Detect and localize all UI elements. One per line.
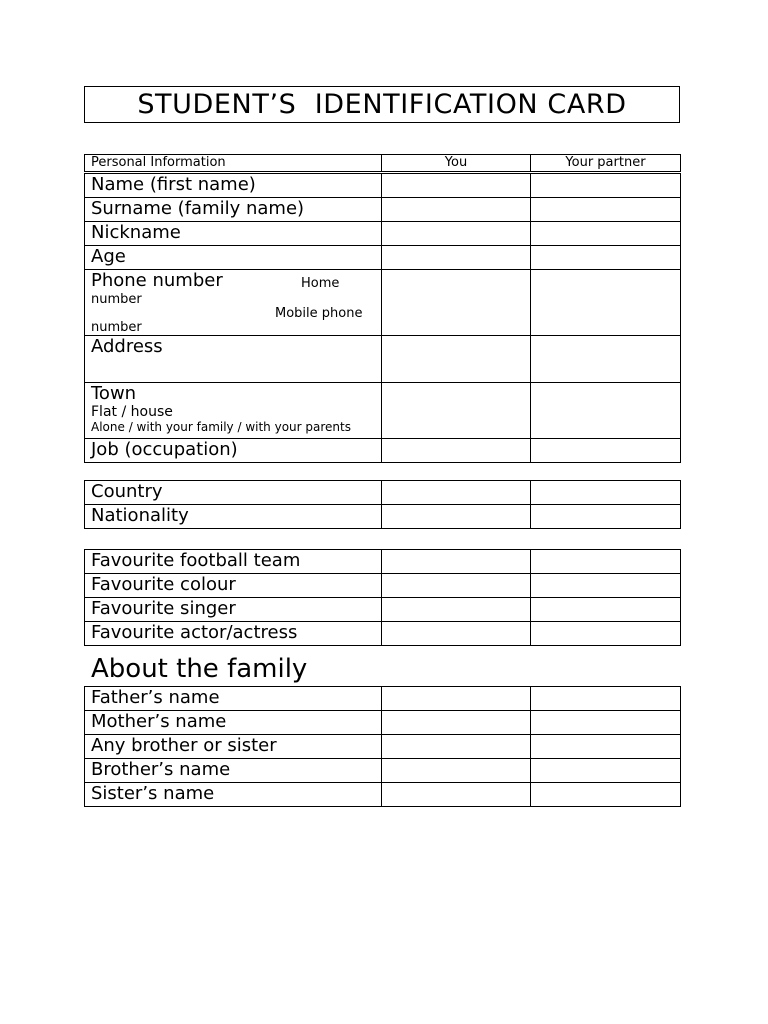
table-row (85, 622, 681, 646)
table-row (85, 439, 681, 463)
colour-you-cell[interactable] (382, 574, 531, 598)
nationality-you-cell[interactable] (382, 505, 531, 529)
name-label: Name (first name) (91, 174, 256, 195)
card-title: STUDENT’S IDENTIFICATION CARD (84, 86, 680, 123)
favourites-table (84, 549, 681, 646)
phone-mobile-label: Mobile phone (275, 306, 363, 321)
favourite-colour-label: Favourite colour (91, 574, 236, 595)
town-you-cell[interactable] (382, 383, 531, 439)
header-your-partner: Your partner (531, 155, 681, 172)
nationality-label: Nationality (91, 505, 189, 526)
living-arrangement-label: Alone / with your family / with your parents (91, 420, 351, 434)
table-row (85, 198, 681, 222)
surname-you-cell[interactable] (382, 198, 531, 222)
actor-partner-cell[interactable] (531, 622, 681, 646)
table-row (85, 783, 681, 807)
sister-name-label: Sister’s name (91, 783, 215, 804)
address-label: Address (91, 336, 163, 357)
father-partner-cell[interactable] (531, 687, 681, 711)
town-label: Town (91, 383, 137, 404)
table-row (85, 336, 681, 383)
flat-house-label: Flat / house (91, 404, 173, 420)
favourite-actor-label: Favourite actor/actress (91, 622, 298, 643)
favourite-singer-label: Favourite singer (91, 598, 236, 619)
country-you-cell[interactable] (382, 481, 531, 505)
table-row (85, 711, 681, 735)
sister-you-cell[interactable] (382, 783, 531, 807)
age-partner-cell[interactable] (531, 246, 681, 270)
nickname-label: Nickname (91, 222, 181, 243)
name-partner-cell[interactable] (531, 174, 681, 198)
age-label: Age (91, 246, 126, 267)
mother-partner-cell[interactable] (531, 711, 681, 735)
table-row (85, 246, 681, 270)
job-you-cell[interactable] (382, 439, 531, 463)
phone-partner-cell[interactable] (531, 270, 681, 336)
table-row (85, 574, 681, 598)
table-row (85, 270, 681, 336)
phone-label: Phone number (91, 270, 223, 291)
table-row (85, 222, 681, 246)
table-row (85, 759, 681, 783)
siblings-partner-cell[interactable] (531, 735, 681, 759)
table-row (85, 505, 681, 529)
phone-mobile-suffix: number (91, 320, 142, 335)
colour-partner-cell[interactable] (531, 574, 681, 598)
brother-partner-cell[interactable] (531, 759, 681, 783)
phone-you-cell[interactable] (382, 270, 531, 336)
town-partner-cell[interactable] (531, 383, 681, 439)
team-you-cell[interactable] (382, 550, 531, 574)
age-you-cell[interactable] (382, 246, 531, 270)
singer-you-cell[interactable] (382, 598, 531, 622)
team-partner-cell[interactable] (531, 550, 681, 574)
mother-you-cell[interactable] (382, 711, 531, 735)
table-row (85, 481, 681, 505)
nationality-partner-cell[interactable] (531, 505, 681, 529)
table-row (85, 598, 681, 622)
brother-you-cell[interactable] (382, 759, 531, 783)
father-you-cell[interactable] (382, 687, 531, 711)
header-table (84, 154, 681, 172)
sister-partner-cell[interactable] (531, 783, 681, 807)
table-row (85, 383, 681, 439)
table-row (85, 687, 681, 711)
table-row (85, 550, 681, 574)
address-you-cell[interactable] (382, 336, 531, 383)
mother-name-label: Mother’s name (91, 711, 227, 732)
about-family-heading: About the family (91, 654, 308, 684)
favourite-team-label: Favourite football team (91, 550, 301, 571)
origin-table (84, 480, 681, 529)
nickname-you-cell[interactable] (382, 222, 531, 246)
address-partner-cell[interactable] (531, 336, 681, 383)
job-label: Job (occupation) (91, 439, 238, 460)
job-partner-cell[interactable] (531, 439, 681, 463)
father-name-label: Father’s name (91, 687, 220, 708)
singer-partner-cell[interactable] (531, 598, 681, 622)
family-table (84, 686, 681, 807)
table-row (85, 735, 681, 759)
header-personal-information: Personal Information (85, 155, 382, 172)
header-you: You (382, 155, 531, 172)
siblings-label: Any brother or sister (91, 735, 277, 756)
personal-info-table (84, 173, 681, 463)
nickname-partner-cell[interactable] (531, 222, 681, 246)
table-row (85, 174, 681, 198)
name-you-cell[interactable] (382, 174, 531, 198)
country-label: Country (91, 481, 163, 502)
brother-name-label: Brother’s name (91, 759, 231, 780)
surname-partner-cell[interactable] (531, 198, 681, 222)
surname-label: Surname (family name) (91, 198, 305, 219)
actor-you-cell[interactable] (382, 622, 531, 646)
phone-home-suffix: number (91, 292, 142, 307)
siblings-you-cell[interactable] (382, 735, 531, 759)
phone-home-label: Home (301, 276, 340, 291)
country-partner-cell[interactable] (531, 481, 681, 505)
